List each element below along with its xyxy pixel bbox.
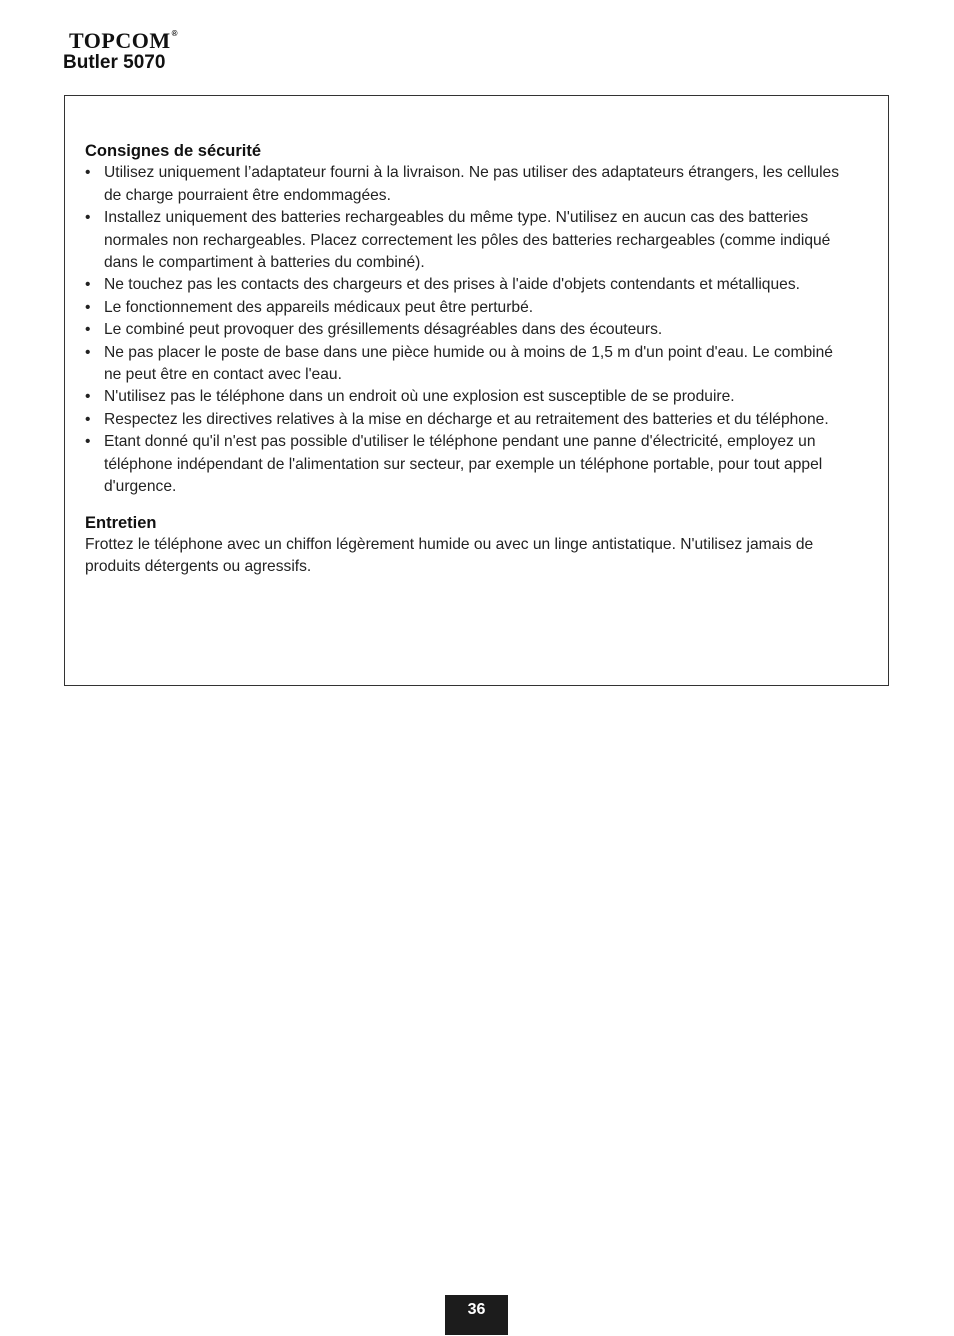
list-item-text: Utilisez uniquement l’adaptateur fourni à la livraison. Ne pas utiliser des adaptateurs étrangers, les cellules de charge pourraient être endommagées.	[104, 164, 840, 204]
bullet-icon: •	[85, 343, 91, 361]
page-number: 36	[445, 1295, 508, 1335]
list-item	[85, 297, 845, 319]
list-item	[85, 274, 845, 296]
registered-mark: ®	[171, 29, 178, 38]
list-item-text: Le combiné peut provoquer des grésillements désagréables dans des écouteurs.	[104, 321, 663, 339]
brand-logo	[69, 30, 178, 52]
list-item	[85, 319, 845, 341]
section-spacer	[85, 499, 845, 512]
bullet-icon: •	[85, 321, 91, 339]
model-name: Butler 5070	[63, 52, 166, 73]
list-item	[85, 342, 845, 387]
bullet-icon: •	[85, 209, 91, 227]
content-box	[64, 95, 889, 686]
safety-list	[85, 162, 845, 498]
list-item	[85, 386, 845, 408]
list-item-text: Installez uniquement des batteries rechargeables du même type. N'utilisez en aucun cas des batteries normales non rechargeables. Placez correctement les pôles des batteries rechargeables (comme indiqué dans le compartiment à batteries du combiné).	[104, 209, 831, 272]
maintenance-text: Frottez le téléphone avec un chiffon légèrement humide ou avec un linge antistatique. N'utilisez jamais de produits détergents ou agressifs.	[85, 535, 814, 576]
bullet-icon: •	[85, 410, 91, 428]
content-inner	[85, 140, 845, 579]
list-item	[85, 409, 845, 431]
list-item-text: Le fonctionnement des appareils médicaux peut être perturbé.	[104, 298, 534, 316]
list-item-text: Respectez les directives relatives à la mise en décharge et au retraitement des batteries et du téléphone.	[104, 410, 829, 428]
brand-name: TOPCOM	[69, 28, 171, 53]
list-item-text: Ne touchez pas les contacts des chargeurs et des prises à l'aide d'objets contendants et métalliques.	[104, 276, 800, 294]
bullet-icon: •	[85, 276, 91, 294]
bullet-icon: •	[85, 433, 91, 451]
safety-heading: Consignes de sécurité	[85, 142, 262, 160]
list-item	[85, 162, 845, 207]
list-item-text: Ne pas placer le poste de base dans une pièce humide ou à moins de 1,5 m d'un point d'eau. Le combiné ne peut être en contact avec l'eau.	[104, 343, 833, 384]
list-item-text: N'utilisez pas le téléphone dans un endroit où une explosion est susceptible de se produire.	[104, 388, 735, 406]
maintenance-heading: Entretien	[85, 513, 157, 532]
bullet-icon: •	[85, 298, 91, 316]
bullet-icon: •	[85, 388, 91, 406]
list-item-text: Etant donné qu'il n'est pas possible d'utiliser le téléphone pendant une panne d'électricité, employez un téléphone indépendant de l'alimentation sur secteur, par exemple un téléphone portable, pour tout appel d'urgence.	[104, 433, 823, 496]
bullet-icon: •	[85, 164, 91, 182]
list-item	[85, 207, 845, 274]
list-item	[85, 431, 845, 498]
